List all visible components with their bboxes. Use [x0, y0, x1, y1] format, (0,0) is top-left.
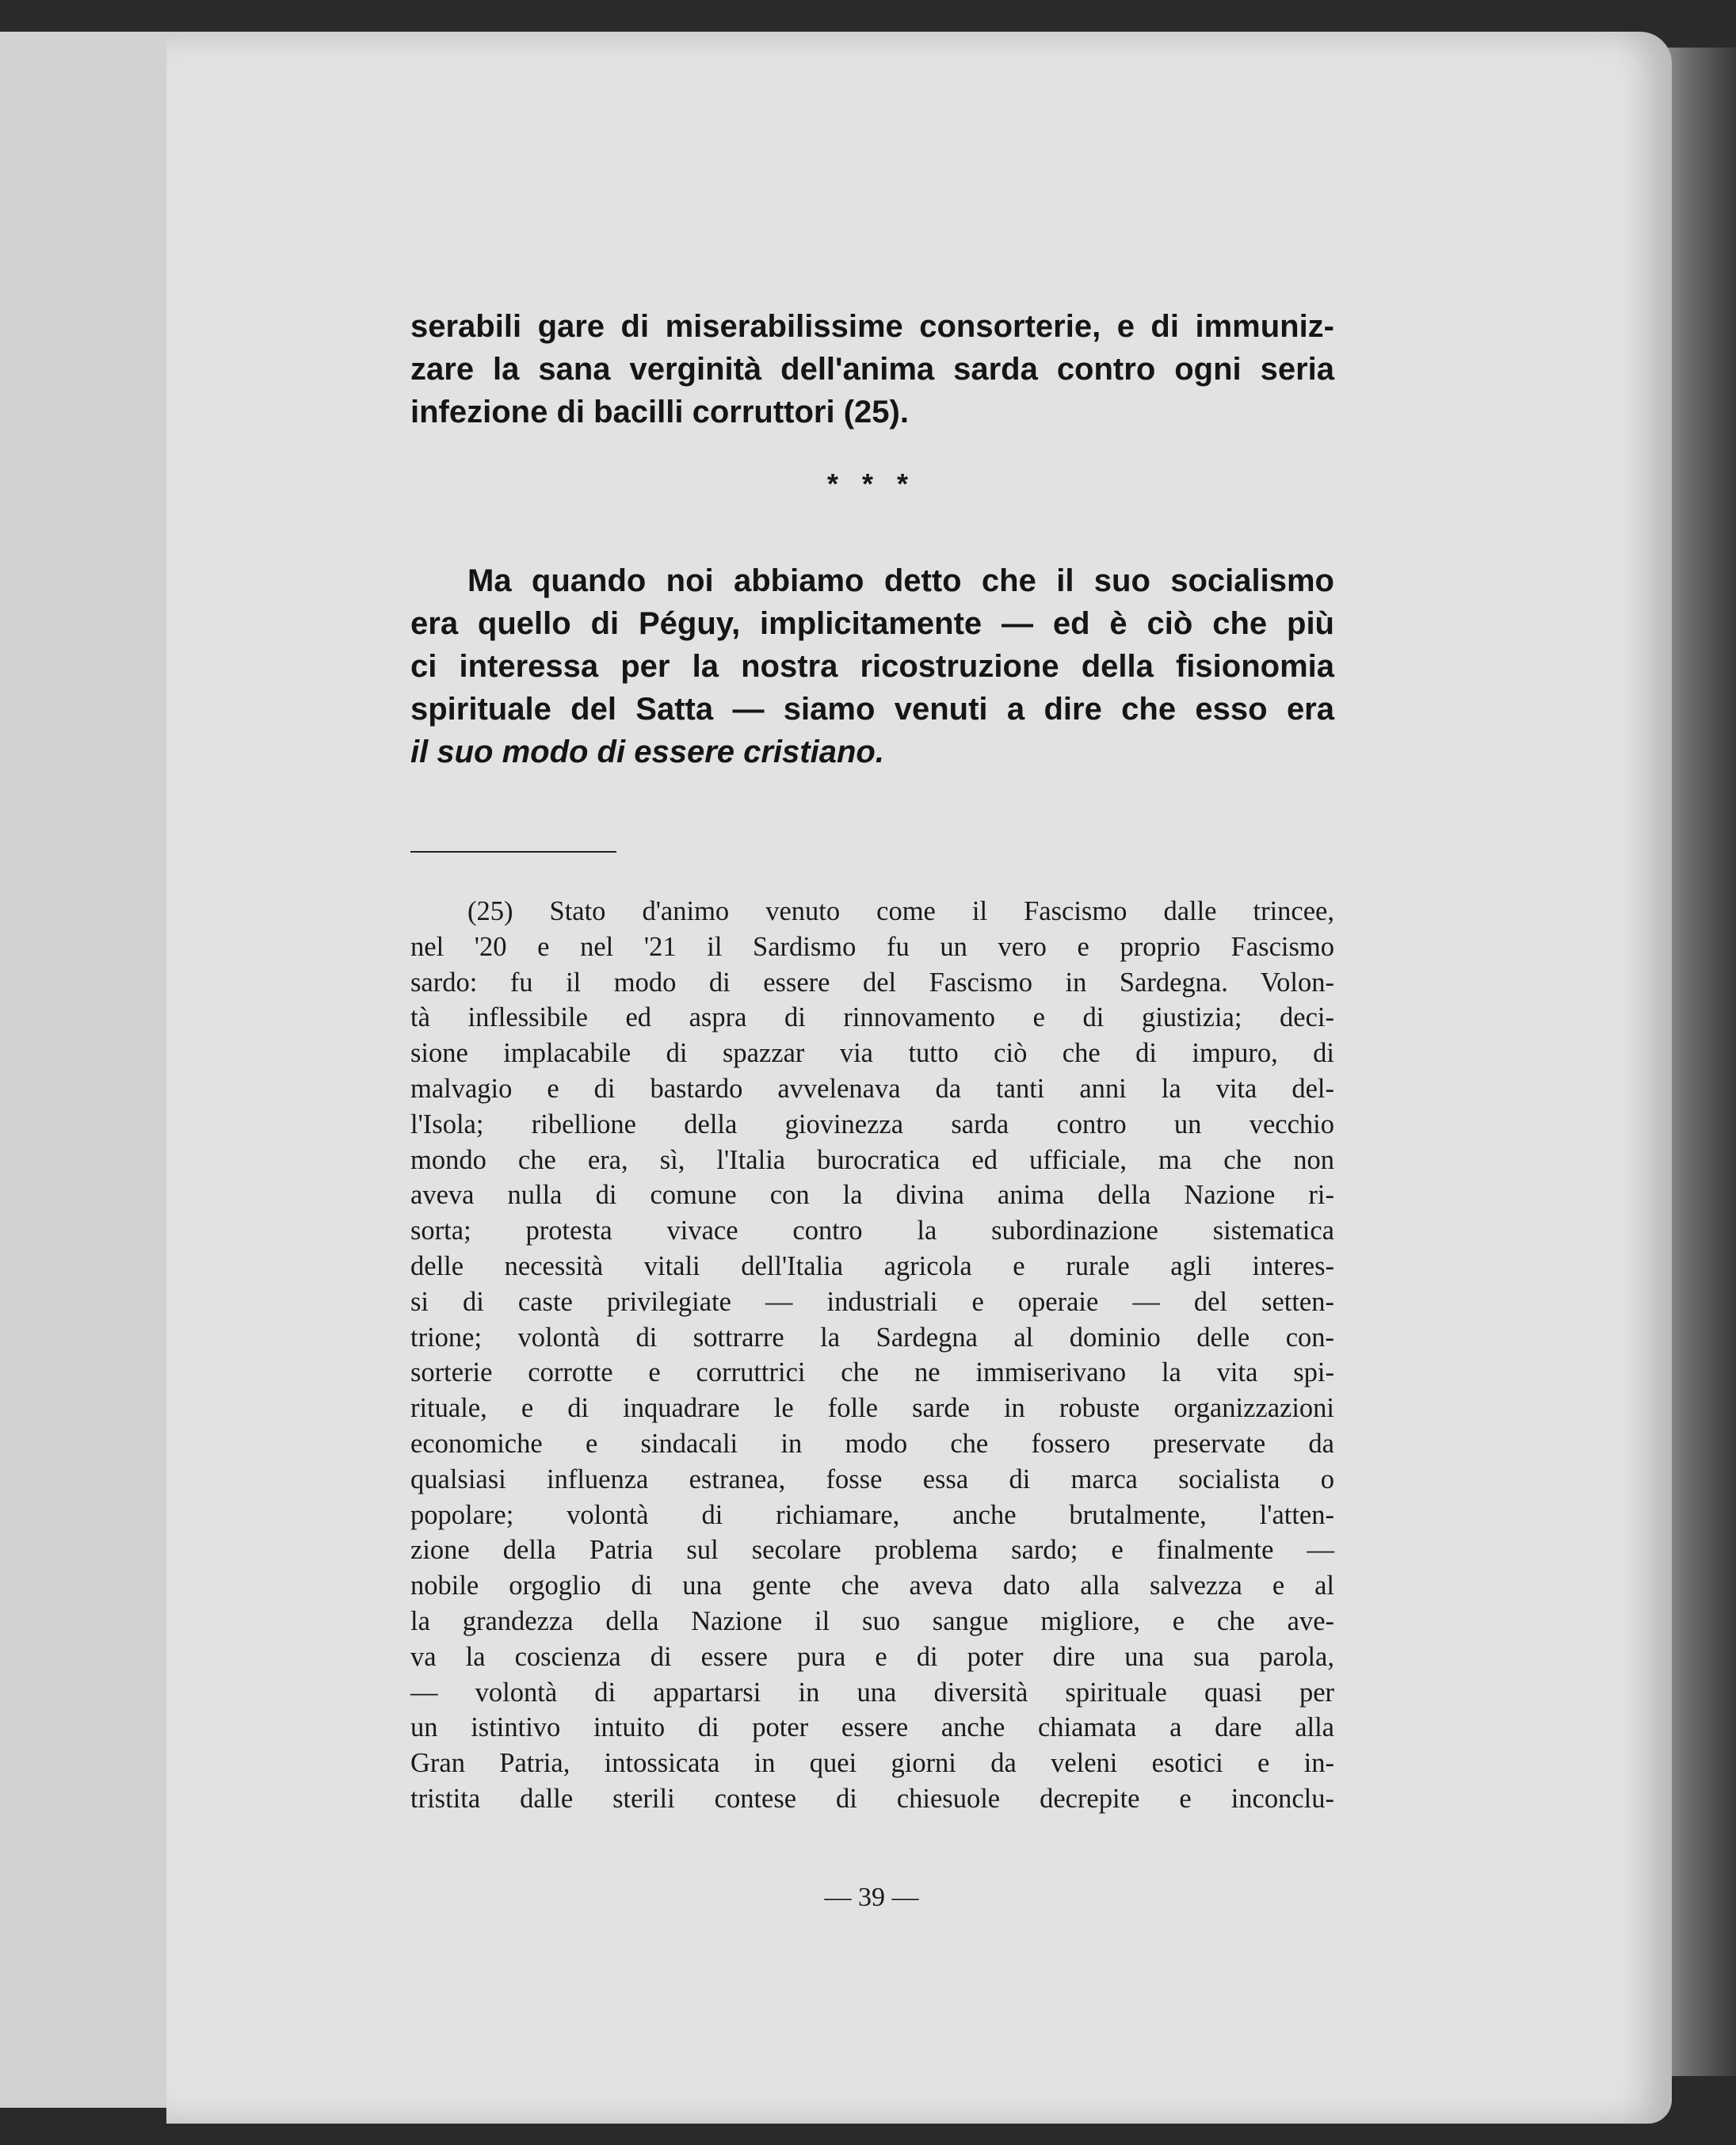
text-line-italic: il suo modo di essere cristiano. [410, 735, 884, 769]
footnote-line: popolare; volontà di richiamare, anche brutalmente, l'atten- [410, 1499, 1334, 1530]
footnote-line: si di caste privilegiate — industriali e operaie — del setten- [410, 1286, 1334, 1317]
text-line: serabili gare di miserabilissime consorterie, e di immuniz- [410, 309, 1334, 344]
footnote-rule [410, 851, 616, 853]
text-line: ci interessa per la nostra ricostruzione della fisionomia [410, 649, 1334, 684]
footnote-line: tristita dalle sterili contese di chiesuole decrepite e inconclu- [410, 1783, 1334, 1814]
footnote-line: tà inflessibile ed aspra di rinnovamento e di giustizia; deci- [410, 1002, 1334, 1033]
footnote-line: un istintivo intuito di poter essere anche chiamata a dare alla [410, 1712, 1334, 1743]
footnote-line: malvagio e di bastardo avvelenava da tanti anni la vita del- [410, 1073, 1334, 1104]
text-line: zare la sana verginità dell'anima sarda contro ogni seria [410, 352, 1334, 387]
footnote-line: mondo che era, sì, l'Italia burocratica ed ufficiale, ma che non [410, 1144, 1334, 1175]
footnote-line: rituale, e di inquadrare le folle sarde in robuste organizzazioni [410, 1393, 1334, 1424]
section-break: * * * [826, 468, 917, 500]
footnote-line: sorta; protesta vivace contro la subordinazione sistematica [410, 1216, 1334, 1246]
footnote-line: l'Isola; ribellione della giovinezza sarda contro un vecchio [410, 1109, 1334, 1139]
footnote-line: sione implacabile di spazzar via tutto ciò che di impuro, di [410, 1038, 1334, 1069]
footnote-line: economiche e sindacali in modo che fossero preservate da [410, 1428, 1334, 1459]
text-line: infezione di bacilli corruttori (25). [410, 395, 909, 429]
paragraph-main [410, 559, 1334, 773]
text-line: Ma quando noi abbiamo detto che il suo socialismo [467, 563, 1334, 598]
footnote-line: la grandezza della Nazione il suo sangue migliore, e che ave- [410, 1605, 1334, 1636]
footnote-line: nobile orgoglio di una gente che aveva dato alla salvezza e al [410, 1571, 1334, 1601]
footnote-line: nel '20 e nel '21 il Sardismo fu un vero e proprio Fascismo [410, 931, 1334, 962]
footnote-line: trione; volontà di sottrarre la Sardegna al dominio delle con- [410, 1322, 1334, 1353]
footnote-line: — volontà di appartarsi in una diversità spirituale quasi per [410, 1677, 1334, 1708]
page-number: — 39 — [824, 1883, 919, 1912]
footnote-line: zione della Patria sul secolare problema sardo; e finalmente — [410, 1535, 1334, 1566]
facing-page-edge [0, 32, 168, 2108]
footnote-line: sorterie corrotte e corruttrici che ne immiserivano la vita spi- [410, 1357, 1334, 1388]
footnote-line: va la coscienza di essere pura e di poter dire una sua parola, [410, 1641, 1334, 1672]
footnote-line: Gran Patria, intossicata in quei giorni da veleni esotici e in- [410, 1748, 1334, 1779]
text-line: era quello di Péguy, implicitamente — ed è ciò che più [410, 606, 1334, 641]
paragraph-continuation [410, 305, 1334, 433]
footnote-line: qualsiasi influenza estranea, fosse essa di marca socialista o [410, 1464, 1334, 1494]
footnote-line: delle necessità vitali dell'Italia agricola e rurale agli interes- [410, 1250, 1334, 1281]
footnote-line: sardo: fu il modo di essere del Fascismo in Sardegna. Volon- [410, 967, 1334, 998]
footnote-line: (25) Stato d'animo venuto come il Fascismo dalle trincee, [467, 896, 1334, 926]
footnote-line: aveva nulla di comune con la divina anima della Nazione ri- [410, 1180, 1334, 1211]
text-line: spirituale del Satta — siamo venuti a dire che esso era [410, 692, 1334, 727]
footnote [410, 894, 1334, 1817]
